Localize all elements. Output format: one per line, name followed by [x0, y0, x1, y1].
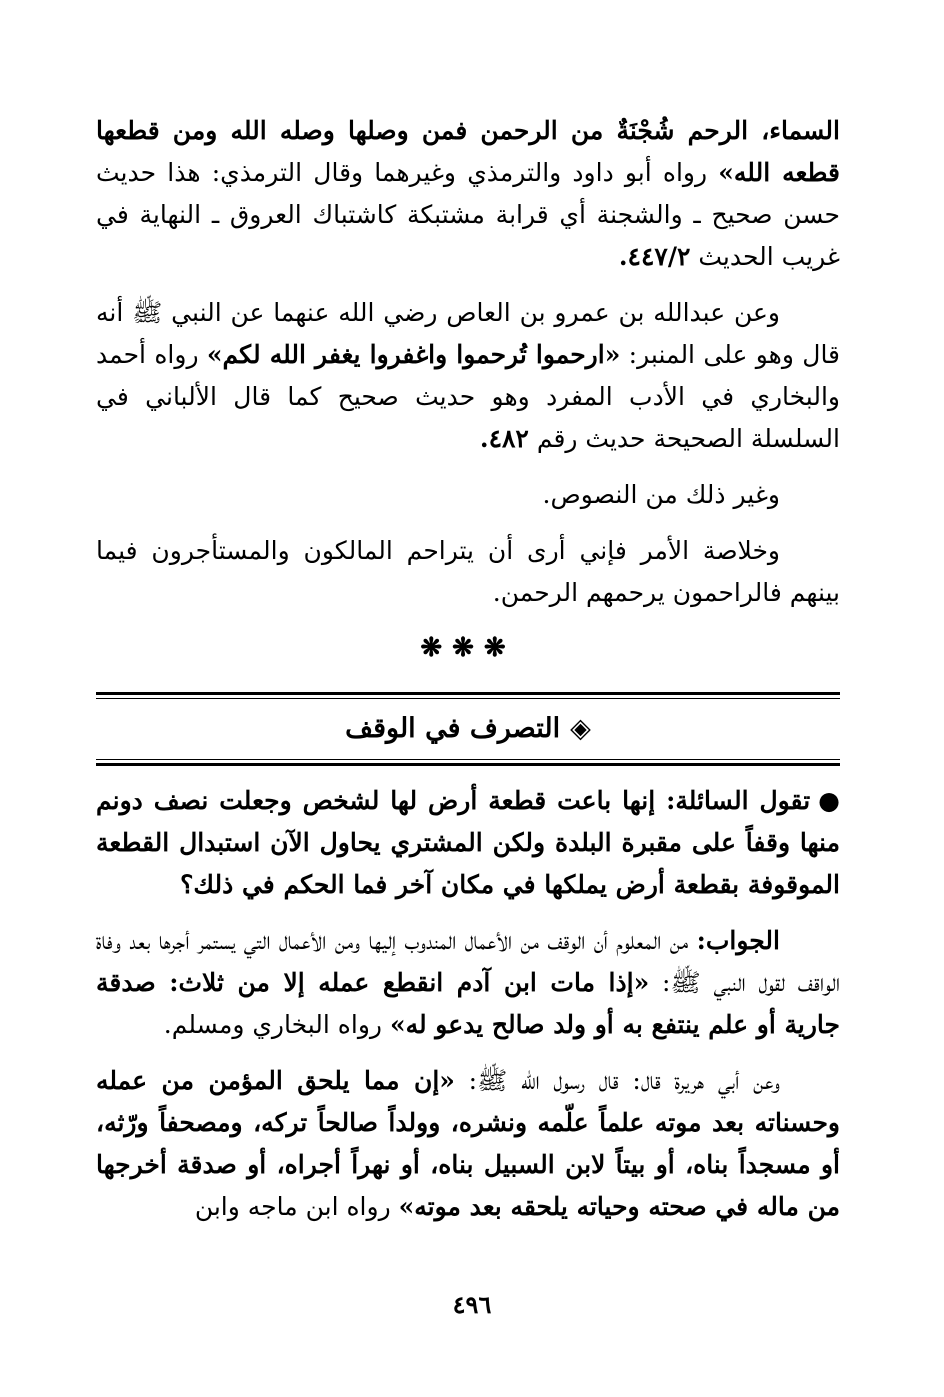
paragraph-other-texts: وغير ذلك من النصوص. [542, 480, 780, 509]
section-title: التصرف في الوقف [345, 713, 561, 744]
diamond-icon: ◈ [570, 713, 591, 744]
hadith-text: «إذا مات ابن آدم انقطع عمله إلا من ثلاث: صدقة جارية أو علم ينتفع به أو ولد صالح يدعو له» [96, 968, 840, 1039]
narration-note: رواه ابن ماجه وابن [194, 1192, 399, 1221]
paragraph-conclusion: وخلاصة الأمر فإني أرى أن يتراحم المالكون والمستأجرون فيما بينهم فالراحمون يرحمهم الرحمن. [96, 536, 840, 607]
answer-label: الجواب: [696, 926, 780, 955]
narration-note: رواه أحمد والبخاري في الأدب المفرد وهو حديث صحيح كما قال الألباني في السلسلة الصحيحة حديث رقم [96, 340, 840, 453]
paragraph-hadith-rahim [96, 110, 840, 278]
narration-note: رواه أبو داود والترمذي وغيرهما وقال الترمذي: هذا حديث حسن صحيح ـ والشجنة أي قرابة مشتبكة كاشتباك العروق ـ النهاية في غريب الحديث [96, 158, 840, 271]
answer-intro: من المعلوم أن الوقف من الأعمال المندوب إليها ومن الأعمال التي يستمر أجرها بعد وفاة الواقف لقول النبي ﷺ: [96, 926, 841, 997]
hadith-text: السماء، الرحم شُجْنَةٌ من الرحمن فمن وصلها وصله الله ومن قطعها قطعه الله» [96, 116, 840, 187]
paragraph-question [96, 780, 840, 906]
paragraph-hadith-abu-hurayra [96, 1060, 840, 1228]
section-heading [96, 699, 840, 759]
heading-rule-bottom [96, 759, 840, 766]
heading-rule-top [96, 692, 840, 699]
narration-intro: وعن أبي هريرة قال: قال رسول الله ﷺ: [454, 1066, 780, 1095]
narration-intro: وعن عبدالله بن عمرو بن العاص رضي الله عنهما عن النبي ﷺ أنه قال وهو على المنبر: [96, 298, 841, 369]
page-body [96, 110, 840, 1242]
reference-number: ٤٤٧/٢. [618, 242, 691, 271]
narration-note: رواه البخاري ومسلم. [163, 1010, 390, 1039]
paragraph-answer [96, 920, 840, 1046]
hadith-text: «ارحموا تُرحموا واغفروا يغفر الله لكم» [206, 340, 621, 369]
bullet-icon: ● [818, 786, 840, 815]
question-text: تقول السائلة: إنها باعت قطعة أرض لها لشخص وجعلت نصف دونم منها وقفاً على مقبرة البلدة ولكن المشتري يحاول الآن استبدال القطعة الموقوفة بقطعة أرض يملكها في مكان آخر فما الحكم في ذلك؟ [96, 786, 840, 899]
reference-number: ٤٨٢. [479, 424, 529, 453]
section-separator: ❋❋❋ [420, 633, 516, 663]
paragraph-hadith-irhamu [96, 292, 840, 460]
hadith-text: «إن مما يلحق المؤمن من عمله وحسناته بعد موته علماً علّمه ونشره، وولداً صالحاً تركه، ومصحفاً ورّثه، أو مسجداً بناه، أو بيتاً لابن السبيل بناه، أو نهراً أجراه، أو صدقة أخرجها من ماله في صحته وحياته يلحقه بعد موته» [96, 1066, 840, 1221]
page-number: ٤٩٦ [452, 1290, 492, 1319]
